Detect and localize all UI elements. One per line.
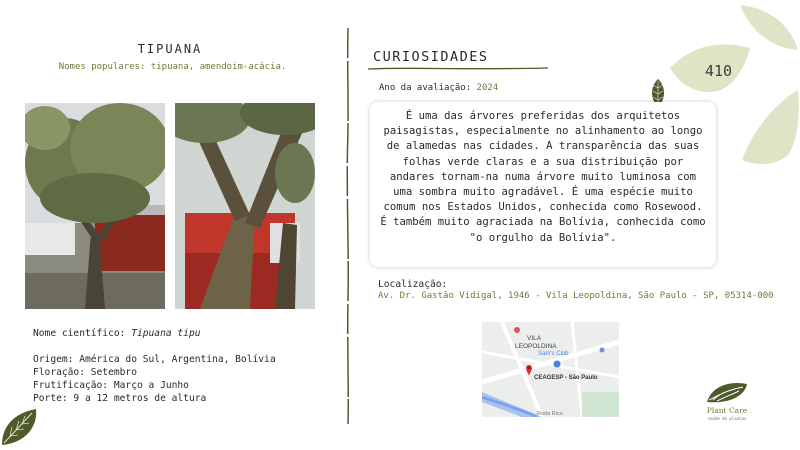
brand-name: Plant Care (706, 406, 748, 415)
location-map[interactable] (482, 322, 619, 417)
map-district-2: LEOPOLDINA (515, 343, 557, 350)
tree-photo-1 (25, 103, 165, 309)
curiosities-text: É uma das árvores preferidas dos arquitetos paisagistas, especialmente no alinhamento ao longo de alamedas nas cidades. A transparência das suas folhas verde claras e a sua distribuição por andares tornam-na numa árvore muito luminosa com uma sombra muito agradável. É uma espécie muito comum nos Estados Unidos, conhecida como Rosewood. É também muito agraciada na Bolívia, conhecida como "o orgulho da Bolívia". (380, 110, 706, 244)
size: Porte: 9 a 12 metros de altura (33, 393, 207, 404)
fruiting: Frutificação: Março a Junho (33, 380, 189, 391)
leaf-icon (0, 405, 40, 450)
map-district-1: VILA (527, 335, 542, 342)
location-label: Localização: (378, 279, 448, 290)
scientific-name: Tipuana tipu (131, 328, 201, 339)
map-poi-1: Sam's Club (538, 351, 569, 357)
origin: Origem: América do Sul, Argentina, Bolívia (33, 354, 276, 365)
heading-underline (368, 66, 548, 72)
curiosities-heading: CURIOSIDADES (373, 49, 489, 65)
location-address: Av. Dr. Gastão Vidigal, 1946 - Vila Leopoldina, São Paulo - SP, 05314-000 (378, 291, 774, 301)
curiosities-textbox (370, 102, 716, 267)
map-poi-3: Roda Rico (537, 411, 563, 417)
year-label: Ano da avaliação: (379, 83, 472, 93)
tree-photo-2 (175, 103, 315, 309)
flowering: Floração: Setembro (33, 367, 137, 378)
scientific-label: Nome científico: (33, 328, 126, 339)
vertical-divider (344, 28, 352, 424)
popular-names: Nomes populares: tipuana, amendoim-acácia. (58, 62, 287, 72)
scientific-name-line (33, 328, 201, 339)
page-number: 410 (705, 62, 733, 80)
map-poi-2: CEAGESP - São Paulo (534, 375, 598, 381)
plant-care-logo-icon (705, 380, 749, 405)
year-value: 2024 (476, 83, 499, 93)
evaluation-year (379, 83, 498, 93)
tree-name: TIPUANA (137, 42, 203, 56)
brand-tagline: saúde de plantas (707, 416, 747, 421)
